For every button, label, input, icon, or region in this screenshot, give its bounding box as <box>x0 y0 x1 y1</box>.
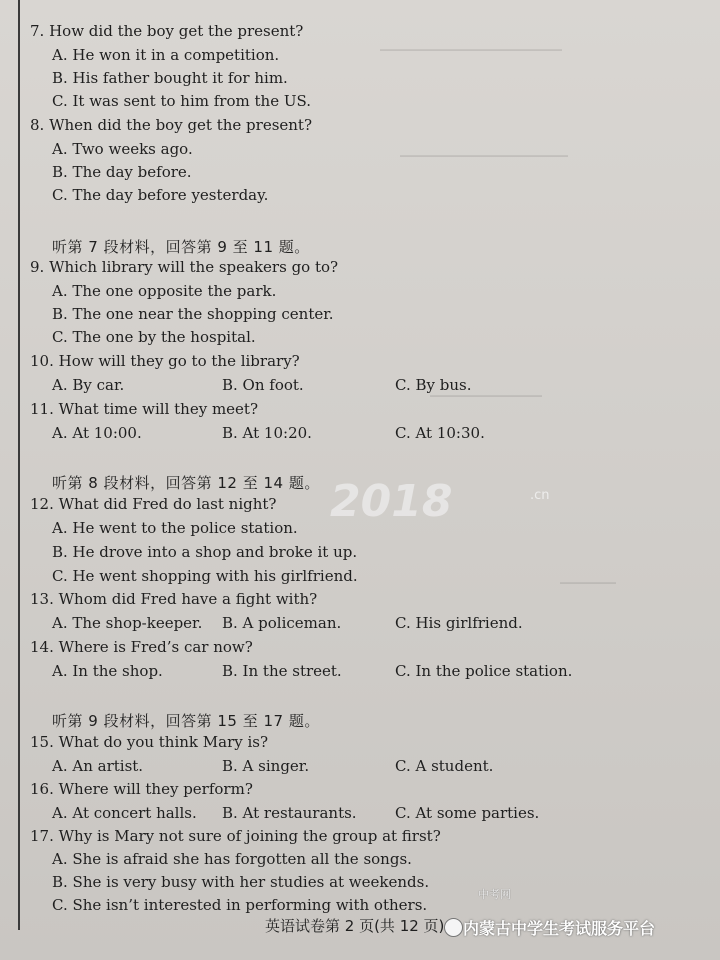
question-14-option-b: B. In the street. <box>222 662 342 680</box>
question-8-option-a: A. Two weeks ago. <box>52 140 193 158</box>
question-9: 9. Which library will the speakers go to? <box>30 258 339 276</box>
question-8: 8. When did the boy get the present? <box>30 116 313 134</box>
question-11-option-b: B. At 10:20. <box>222 424 312 442</box>
question-15-option-b: B. A singer. <box>222 757 310 775</box>
bleed-through-text: ――――――――――――― <box>380 42 562 58</box>
watermark-domain: .cn <box>530 488 550 503</box>
question-16-option-b: B. At restaurants. <box>222 804 357 822</box>
question-14-option-c: C. In the police station. <box>395 662 573 680</box>
question-8-option-b: B. The day before. <box>52 163 192 181</box>
question-16-option-a: A. At concert halls. <box>52 804 197 822</box>
question-17: 17. Why is Mary not sure of joining the group at first? <box>30 827 441 845</box>
question-9-option-b: B. The one near the shopping center. <box>52 305 334 323</box>
question-13-option-c: C. His girlfriend. <box>395 614 523 632</box>
question-17-option-b: B. She is very busy with her studies at weekends. <box>52 873 430 891</box>
question-10-option-c: C. By bus. <box>395 376 472 394</box>
question-8-option-c: C. The day before yesterday. <box>52 186 269 204</box>
question-14: 14. Where is Fred’s car now? <box>30 638 253 656</box>
bleed-through-text: ―――――――― <box>430 388 542 404</box>
question-15-option-c: C. A student. <box>395 757 494 775</box>
section-heading-8: 听第 8 段材料，回答第 12 至 14 题。 <box>52 474 320 492</box>
question-12-option-b: B. He drove into a shop and broke it up. <box>52 543 358 561</box>
watermark-small: 中考网 <box>478 888 511 901</box>
section-heading-9: 听第 9 段材料，回答第 15 至 17 题。 <box>52 712 320 730</box>
question-11-option-c: C. At 10:30. <box>395 424 485 442</box>
question-9-option-a: A. The one opposite the park. <box>52 282 277 300</box>
question-10: 10. How will they go to the library? <box>30 352 300 370</box>
question-15: 15. What do you think Mary is? <box>30 733 269 751</box>
question-16: 16. Where will they perform? <box>30 780 253 798</box>
question-15-option-a: A. An artist. <box>52 757 144 775</box>
watermark-year: 2018 <box>330 476 453 527</box>
question-17-option-c: C. She isn’t interested in performing with others. <box>52 896 428 914</box>
bleed-through-text: ―――――――――――― <box>400 148 568 164</box>
question-7: 7. How did the boy get the present? <box>30 22 304 40</box>
question-12: 12. What did Fred do last night? <box>30 495 277 513</box>
question-10-option-b: B. On foot. <box>222 376 304 394</box>
page-footer: 英语试卷第 2 页(共 12 页) <box>265 917 445 935</box>
bleed-through-text: ―――― <box>560 575 616 591</box>
question-17-option-a: A. She is afraid she has forgotten all the songs. <box>52 850 412 868</box>
question-12-option-a: A. He went to the police station. <box>52 519 298 537</box>
question-14-option-a: A. In the shop. <box>52 662 163 680</box>
question-7-option-c: C. It was sent to him from the US. <box>52 92 311 110</box>
watermark-brand: 内蒙古中学生考试服务平台 <box>463 919 656 938</box>
question-7-option-a: A. He won it in a competition. <box>52 46 280 64</box>
question-13-option-b: B. A policeman. <box>222 614 342 632</box>
question-7-option-b: B. His father bought it for him. <box>52 69 288 87</box>
question-16-option-c: C. At some parties. <box>395 804 540 822</box>
wechat-logo-icon <box>444 918 463 937</box>
question-9-option-c: C. The one by the hospital. <box>52 328 256 346</box>
section-heading-7: 听第 7 段材料，回答第 9 至 11 题。 <box>52 238 310 256</box>
question-12-option-c: C. He went shopping with his girlfriend. <box>52 567 358 585</box>
question-13-option-a: A. The shop-keeper. <box>52 614 203 632</box>
question-11-option-a: A. At 10:00. <box>52 424 142 442</box>
question-13: 13. Whom did Fred have a fight with? <box>30 590 318 608</box>
question-10-option-a: A. By car. <box>52 376 125 394</box>
question-11: 11. What time will they meet? <box>30 400 258 418</box>
